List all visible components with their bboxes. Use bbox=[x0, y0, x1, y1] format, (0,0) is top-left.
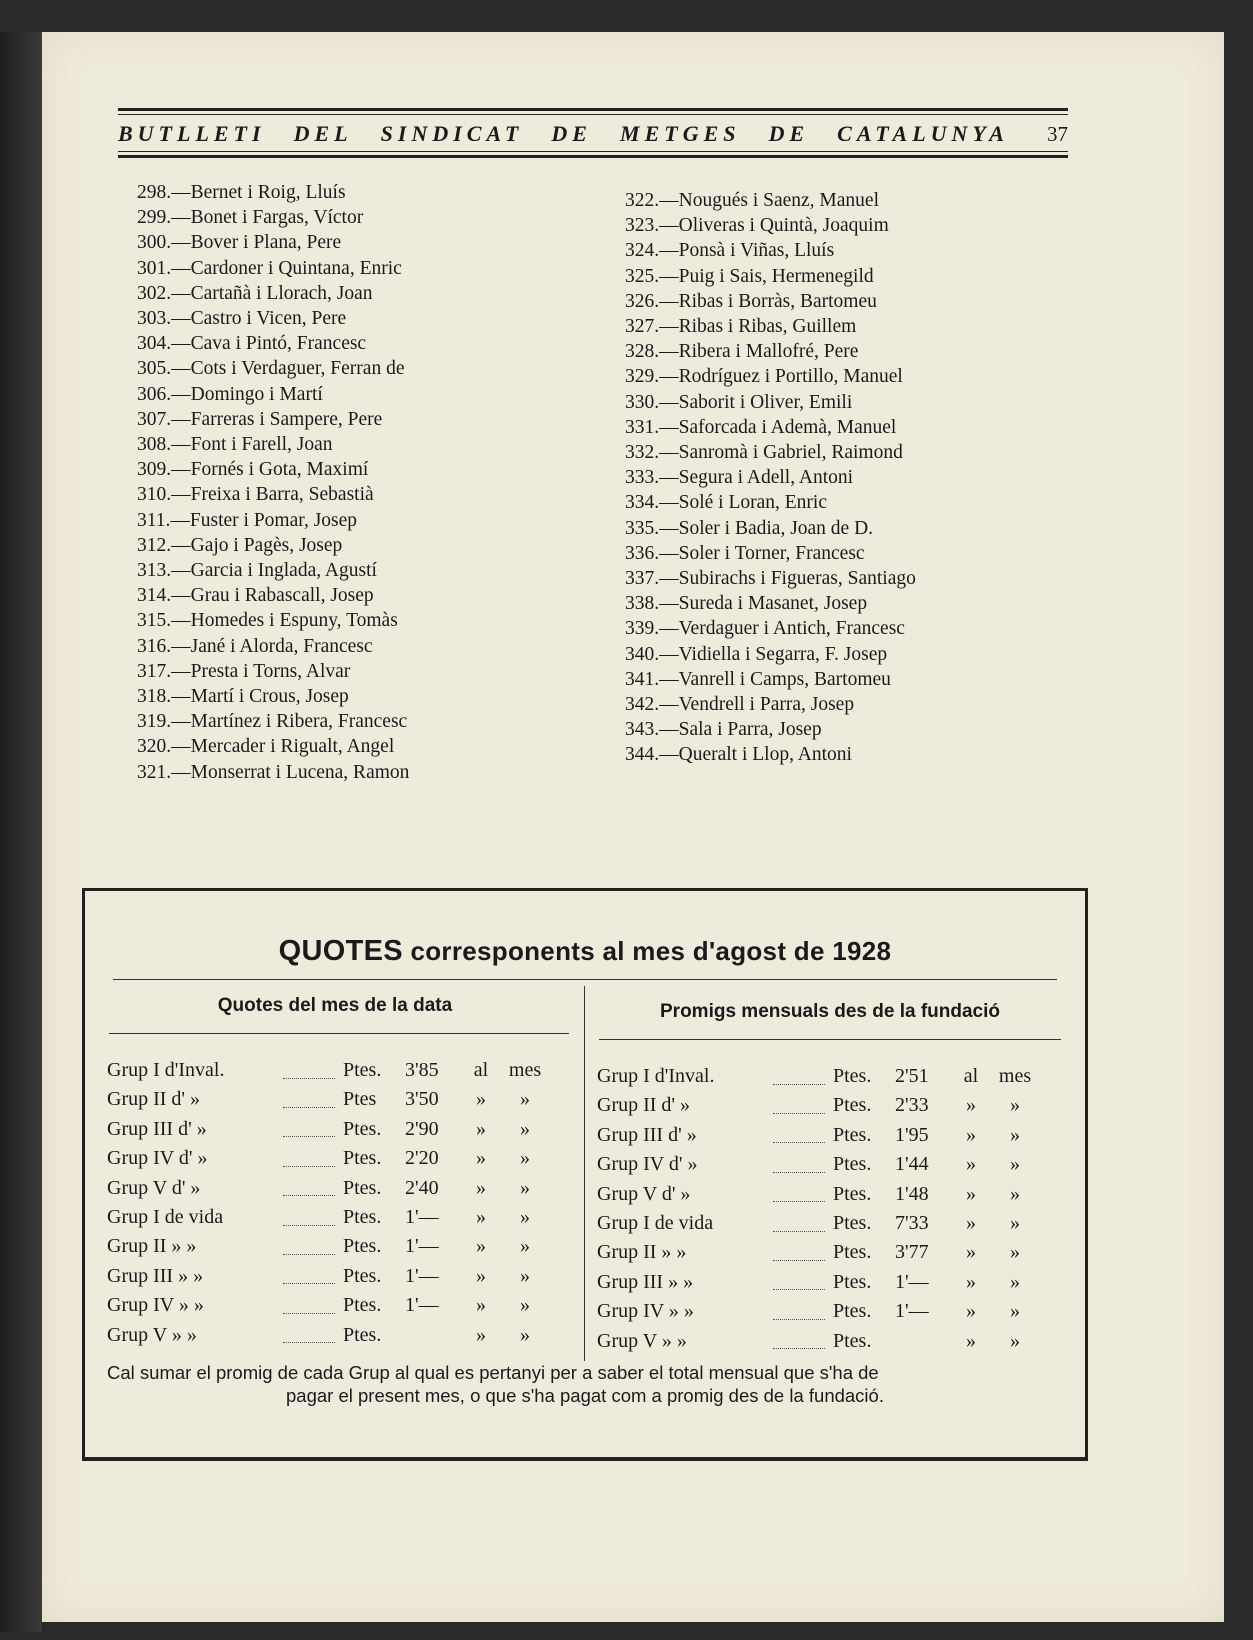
quota-al: al bbox=[963, 1065, 979, 1087]
member-entry: 324.—Ponsà i Viñas, Lluís bbox=[625, 240, 835, 262]
leader-dots bbox=[283, 1106, 335, 1108]
quota-al: » bbox=[476, 1294, 486, 1317]
quota-row bbox=[597, 1300, 1067, 1329]
quota-group-label: Grup III d' » bbox=[107, 1117, 207, 1140]
member-entry: 328.—Ribera i Mallofré, Pere bbox=[625, 341, 859, 363]
quota-group-label: Grup II » » bbox=[597, 1241, 687, 1264]
header-word: DE bbox=[551, 121, 592, 146]
quota-row bbox=[597, 1183, 1067, 1212]
quota-group-label: Grup V » » bbox=[107, 1323, 197, 1346]
quota-value: 3'77 bbox=[895, 1241, 929, 1264]
quota-value: 1'— bbox=[405, 1205, 439, 1228]
quota-mes: » bbox=[1010, 1241, 1020, 1264]
quota-mes: » bbox=[520, 1323, 530, 1346]
member-entry: 332.—Sanromà i Gabriel, Raimond bbox=[625, 442, 903, 464]
quota-row bbox=[107, 1235, 577, 1264]
quota-row bbox=[107, 1294, 577, 1323]
quota-row bbox=[597, 1271, 1067, 1300]
member-entry: 302.—Cartañà i Llorach, Joan bbox=[137, 282, 373, 304]
quota-mes: » bbox=[1010, 1182, 1020, 1205]
quota-group-label: Grup IV d' » bbox=[107, 1147, 208, 1170]
header-word: DEL bbox=[293, 121, 353, 146]
quota-al: » bbox=[476, 1235, 486, 1258]
quota-value: 2'51 bbox=[895, 1065, 929, 1087]
member-entry: 318.—Martí i Crous, Josep bbox=[137, 686, 349, 708]
quota-group-label: Grup IV d' » bbox=[597, 1153, 698, 1176]
quota-al: » bbox=[476, 1117, 486, 1140]
quota-currency: Ptes. bbox=[833, 1241, 872, 1264]
quota-group-label: Grup I d'Inval. bbox=[597, 1065, 715, 1087]
member-entry: 326.—Ribas i Borràs, Bartomeu bbox=[625, 290, 877, 312]
member-entry: 317.—Presta i Torns, Alvar bbox=[137, 660, 351, 682]
header-word: CATALUNYA bbox=[837, 121, 1009, 146]
member-entry: 329.—Rodríguez i Portillo, Manuel bbox=[625, 366, 903, 388]
member-entry: 309.—Fornés i Gota, Maximí bbox=[137, 459, 369, 481]
left-quotes-grid bbox=[107, 1059, 577, 1353]
member-entry: 337.—Subirachs i Figueras, Santiago bbox=[625, 568, 916, 590]
quota-al: » bbox=[966, 1270, 976, 1293]
member-entry: 330.—Saborit i Oliver, Emili bbox=[625, 391, 853, 413]
quota-currency: Ptes. bbox=[343, 1176, 382, 1199]
quota-currency: Ptes. bbox=[833, 1300, 872, 1323]
right-heading-rule bbox=[599, 1039, 1061, 1040]
note-line-1: Cal sumar el promig de cada Grup al qual es pertanyi per a saber el total mensual que s'ha de bbox=[107, 1362, 879, 1383]
quota-group-label: Grup III » » bbox=[597, 1270, 694, 1293]
member-entry: 343.—Sala i Parra, Josep bbox=[625, 719, 822, 741]
quota-row bbox=[107, 1324, 577, 1353]
quota-al: » bbox=[476, 1323, 486, 1346]
quota-group-label: Grup II » » bbox=[107, 1235, 197, 1258]
quota-value: 2'40 bbox=[405, 1176, 439, 1199]
quota-value: 1'— bbox=[405, 1264, 439, 1287]
header-title bbox=[118, 115, 1068, 151]
quota-row bbox=[107, 1059, 577, 1088]
member-entry: 325.—Puig i Sais, Hermenegild bbox=[625, 265, 874, 287]
quota-currency: Ptes. bbox=[343, 1294, 382, 1317]
quota-mes: » bbox=[1010, 1270, 1020, 1293]
quota-currency: Ptes. bbox=[833, 1182, 872, 1205]
leader-dots bbox=[283, 1312, 335, 1314]
member-entry: 310.—Freixa i Barra, Sebastià bbox=[137, 484, 374, 506]
leader-dots bbox=[773, 1347, 825, 1349]
header-rule-top bbox=[118, 108, 1068, 111]
quota-group-label: Grup V d' » bbox=[597, 1182, 691, 1205]
member-entry: 312.—Gajo i Pagès, Josep bbox=[137, 534, 343, 556]
quota-row bbox=[597, 1094, 1067, 1123]
quota-currency: Ptes. bbox=[343, 1059, 382, 1081]
leader-dots bbox=[283, 1282, 335, 1284]
quota-al: » bbox=[966, 1094, 976, 1117]
quota-value: 1'— bbox=[405, 1294, 439, 1317]
member-entry: 341.—Vanrell i Camps, Bartomeu bbox=[625, 668, 891, 690]
member-entry: 299.—Bonet i Fargas, Víctor bbox=[137, 207, 364, 229]
quota-mes: » bbox=[520, 1205, 530, 1228]
quota-group-label: Grup I de vida bbox=[107, 1205, 224, 1228]
member-entry: 340.—Vidiella i Segarra, F. Josep bbox=[625, 643, 888, 665]
leader-dots bbox=[773, 1112, 825, 1114]
quota-row bbox=[597, 1212, 1067, 1241]
quota-value: 1'48 bbox=[895, 1182, 929, 1205]
page-number: 37 bbox=[1046, 122, 1068, 146]
quota-currency: Ptes. bbox=[343, 1117, 382, 1140]
quota-group-label: Grup II d' » bbox=[597, 1094, 691, 1117]
quota-group-label: Grup I de vida bbox=[597, 1211, 714, 1234]
bulletin-header bbox=[118, 108, 1068, 158]
quota-group-label: Grup I d'Inval. bbox=[107, 1059, 225, 1081]
header-word: BUTLLETI bbox=[118, 121, 266, 146]
leader-dots bbox=[283, 1165, 335, 1167]
member-entry: 323.—Oliveras i Quintà, Joaquim bbox=[625, 215, 889, 237]
quota-mes: » bbox=[520, 1176, 530, 1199]
member-entry: 331.—Saforcada i Ademà, Manuel bbox=[625, 416, 897, 438]
member-entry: 344.—Queralt i Llop, Antoni bbox=[625, 744, 852, 766]
quota-group-label: Grup III d' » bbox=[597, 1123, 697, 1146]
leader-dots bbox=[773, 1083, 825, 1085]
leader-dots bbox=[773, 1141, 825, 1143]
column-divider bbox=[584, 986, 585, 1361]
quota-row bbox=[107, 1206, 577, 1235]
quota-currency: Ptes bbox=[343, 1088, 377, 1111]
member-entry: 316.—Jané i Alorda, Francesc bbox=[137, 635, 373, 657]
member-entry: 334.—Solé i Loran, Enric bbox=[625, 492, 827, 514]
page-edge bbox=[0, 32, 42, 1632]
member-entry: 342.—Vendrell i Parra, Josep bbox=[625, 694, 855, 716]
quota-value: 7'33 bbox=[895, 1211, 929, 1234]
member-entry: 327.—Ribas i Ribas, Guillem bbox=[625, 316, 857, 338]
quota-mes: » bbox=[520, 1088, 530, 1111]
leader-dots bbox=[283, 1224, 335, 1226]
quota-al: » bbox=[966, 1123, 976, 1146]
member-entry: 305.—Cots i Verdaguer, Ferran de bbox=[137, 358, 405, 380]
member-entry: 338.—Sureda i Masanet, Josep bbox=[625, 593, 868, 615]
quota-row bbox=[597, 1124, 1067, 1153]
quota-group-label: Grup V d' » bbox=[107, 1176, 201, 1199]
quota-value: 1'95 bbox=[895, 1123, 929, 1146]
quota-currency: Ptes. bbox=[833, 1211, 872, 1234]
quota-group-label: Grup II d' » bbox=[107, 1088, 201, 1111]
quota-currency: Ptes. bbox=[833, 1123, 872, 1146]
quota-value: 1'44 bbox=[895, 1153, 929, 1176]
quota-mes: mes bbox=[998, 1065, 1032, 1087]
quotes-box bbox=[82, 888, 1088, 1461]
quota-mes: » bbox=[520, 1117, 530, 1140]
member-entry: 339.—Verdaguer i Antich, Francesc bbox=[625, 618, 905, 640]
member-entry: 300.—Bover i Plana, Pere bbox=[137, 232, 342, 254]
leader-dots bbox=[283, 1135, 335, 1137]
leader-dots bbox=[773, 1230, 825, 1232]
quota-group-label: Grup IV » » bbox=[107, 1294, 204, 1317]
leader-dots bbox=[283, 1253, 335, 1255]
quota-row bbox=[107, 1088, 577, 1117]
quota-currency: Ptes. bbox=[343, 1323, 382, 1346]
header-word: METGES bbox=[620, 121, 741, 146]
member-entry: 315.—Homedes i Espuny, Tomàs bbox=[137, 610, 398, 632]
quota-currency: Ptes. bbox=[343, 1147, 382, 1170]
member-entry: 311.—Fuster i Pomar, Josep bbox=[137, 509, 358, 531]
quota-row bbox=[107, 1147, 577, 1176]
member-entry: 314.—Grau i Rabascall, Josep bbox=[137, 585, 374, 607]
member-entry: 320.—Mercader i Rigualt, Angel bbox=[137, 736, 395, 758]
quota-row bbox=[597, 1241, 1067, 1270]
title-underline bbox=[113, 979, 1057, 980]
leader-dots bbox=[773, 1171, 825, 1173]
quota-currency: Ptes. bbox=[343, 1264, 382, 1287]
quota-al: » bbox=[476, 1088, 486, 1111]
member-entry: 307.—Farreras i Sampere, Pere bbox=[137, 408, 383, 430]
member-entry: 335.—Soler i Badia, Joan de D. bbox=[625, 517, 874, 539]
quota-currency: Ptes. bbox=[343, 1235, 382, 1258]
quota-currency: Ptes. bbox=[343, 1205, 382, 1228]
quota-row bbox=[597, 1065, 1067, 1094]
quotes-title-rest: corresponents al mes d'agost de 1928 bbox=[410, 936, 892, 966]
quota-currency: Ptes. bbox=[833, 1270, 872, 1293]
quota-value: 1'— bbox=[895, 1300, 929, 1323]
header-rule-bottom-thin bbox=[118, 151, 1068, 152]
right-column-heading: Promigs mensuals des de la fundació bbox=[660, 1001, 1000, 1022]
quota-currency: Ptes. bbox=[833, 1065, 872, 1087]
member-entry: 319.—Martínez i Ribera, Francesc bbox=[137, 711, 408, 733]
quota-group-label: Grup III » » bbox=[107, 1264, 204, 1287]
quota-mes: » bbox=[1010, 1329, 1020, 1352]
quota-mes: mes bbox=[508, 1059, 542, 1081]
member-entry: 303.—Castro i Vicen, Pere bbox=[137, 308, 347, 330]
member-entry: 306.—Domingo i Martí bbox=[137, 383, 323, 405]
quota-currency: Ptes. bbox=[833, 1094, 872, 1117]
quota-al: » bbox=[966, 1329, 976, 1352]
quotes-title-word: QUOTES bbox=[278, 935, 403, 967]
member-entry: 322.—Nougués i Saenz, Manuel bbox=[625, 190, 879, 211]
member-list-left bbox=[137, 180, 497, 785]
member-entry: 304.—Cava i Pintó, Francesc bbox=[137, 333, 367, 355]
quota-al: » bbox=[476, 1205, 486, 1228]
quota-al: » bbox=[966, 1241, 976, 1264]
quota-mes: » bbox=[1010, 1300, 1020, 1323]
left-column-heading: Quotes del mes de la data bbox=[217, 995, 453, 1016]
quota-mes: » bbox=[1010, 1094, 1020, 1117]
quota-value: 1'— bbox=[895, 1270, 929, 1293]
quota-currency: Ptes. bbox=[833, 1329, 872, 1352]
member-entry: 336.—Soler i Torner, Francesc bbox=[625, 542, 865, 564]
quota-value: 2'90 bbox=[405, 1117, 439, 1140]
note-line-2: pagar el present mes, o que s'ha pagat com a promig des de la fundació. bbox=[286, 1385, 884, 1406]
quota-al: » bbox=[476, 1176, 486, 1199]
quota-row bbox=[597, 1330, 1067, 1359]
quota-row bbox=[107, 1177, 577, 1206]
leader-dots bbox=[283, 1077, 335, 1079]
quota-group-label: Grup V » » bbox=[597, 1329, 687, 1352]
quota-mes: » bbox=[520, 1294, 530, 1317]
leader-dots bbox=[283, 1341, 335, 1343]
member-entry: 298.—Bernet i Roig, Lluís bbox=[137, 182, 346, 203]
header-word: SINDICAT bbox=[380, 121, 524, 146]
quota-row bbox=[107, 1118, 577, 1147]
quota-row bbox=[597, 1153, 1067, 1182]
quota-mes: » bbox=[520, 1264, 530, 1287]
quota-al: » bbox=[966, 1153, 976, 1176]
header-word: DE bbox=[768, 121, 810, 146]
quotes-title bbox=[85, 935, 1085, 968]
member-entry: 321.—Monserrat i Lucena, Ramon bbox=[137, 761, 410, 783]
quota-mes: » bbox=[520, 1235, 530, 1258]
member-entry: 308.—Font i Farell, Joan bbox=[137, 434, 333, 456]
quota-value: 2'33 bbox=[895, 1094, 929, 1117]
quota-group-label: Grup IV » » bbox=[597, 1300, 694, 1323]
leader-dots bbox=[283, 1194, 335, 1196]
leader-dots bbox=[773, 1318, 825, 1320]
member-list-right bbox=[625, 188, 1005, 768]
leader-dots bbox=[773, 1288, 825, 1290]
quota-al: » bbox=[476, 1147, 486, 1170]
quota-row bbox=[107, 1265, 577, 1294]
leader-dots bbox=[773, 1259, 825, 1261]
quota-value: 2'20 bbox=[405, 1147, 439, 1170]
quota-al: al bbox=[473, 1059, 489, 1081]
member-entry: 333.—Segura i Adell, Antoni bbox=[625, 467, 854, 489]
left-heading-rule bbox=[109, 1033, 569, 1034]
header-rule-bottom bbox=[118, 155, 1068, 158]
quota-mes: » bbox=[1010, 1211, 1020, 1234]
quota-al: » bbox=[966, 1300, 976, 1323]
quota-mes: » bbox=[1010, 1153, 1020, 1176]
quota-currency: Ptes. bbox=[833, 1153, 872, 1176]
quota-mes: » bbox=[520, 1147, 530, 1170]
quota-value: 3'50 bbox=[405, 1088, 439, 1111]
right-quotes-grid bbox=[597, 1065, 1067, 1359]
quota-al: » bbox=[476, 1264, 486, 1287]
quota-mes: » bbox=[1010, 1123, 1020, 1146]
leader-dots bbox=[773, 1200, 825, 1202]
member-entry: 301.—Cardoner i Quintana, Enric bbox=[137, 257, 402, 279]
quota-value: 3'85 bbox=[405, 1059, 439, 1081]
quota-al: » bbox=[966, 1182, 976, 1205]
quotes-note bbox=[105, 1361, 1065, 1407]
member-entry: 313.—Garcia i Inglada, Agustí bbox=[137, 560, 377, 582]
quota-al: » bbox=[966, 1211, 976, 1234]
quota-value: 1'— bbox=[405, 1235, 439, 1258]
